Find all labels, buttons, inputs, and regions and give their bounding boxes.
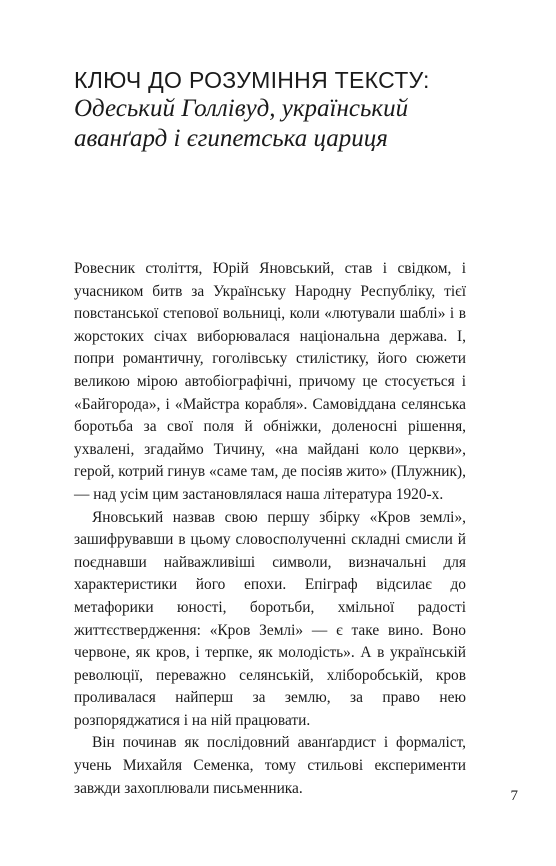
paragraph-3: Він починав як послідовний аванґардист і формаліст, учень Михайля Семенка, тому стильові експерименти завжди захоплювали письменника. <box>74 734 466 797</box>
body-text <box>74 258 466 800</box>
chapter-heading <box>74 66 474 154</box>
page-number: 7 <box>510 788 518 804</box>
paragraph-2: Яновський назвав свою першу збірку «Кров землі», зашифрувавши в цьому словосполученні складні смисли й поєднавши найважливіші символи, визначальні для характеристики його епохи. Епіграф відсилає до метафорики юності, боротьби, хмільної радості життєствердження: «Кров Землі» — є таке вино. Воно червоне, як кров, і терпке, як молодість». А в українській революції, переважно селянській, хліборобській, кров проливалася найперш за землю, за право нею розпоряджатися і на ній працювати. <box>74 508 466 729</box>
chapter-heading-subtitle-line-1: Одеський Голлівуд, український <box>74 95 409 122</box>
paragraph-1: Ровесник століття, Юрій Яновський, став і свідком, і учасником битв за Українську Народну Республіку, тієї повстанської степової вольниці, коли «лютували шаблі» і в жорстоких січах виборювалася національна держава. І, попри романтичну, гоголівську стилістику, його сюжети великою мірою автобіографічні, причому це стосується і «Байгорода», і «Майстра корабля». Самовіддана селянська боротьба за свої поля й обніжки, доленосні рішення, ухвалені, згадаймо Тичину, «на майдані коло церкви», герой, котрий гинув «саме там, де посіяв жито» (Плужник), — над усім цим застановлялася наша література 1920-х. <box>74 260 466 503</box>
chapter-heading-title: КЛЮЧ ДО РОЗУМІННЯ ТЕКСТУ: <box>74 67 430 93</box>
book-page <box>74 0 466 866</box>
chapter-heading-subtitle-line-2: аванґард і єгипетська цариця <box>74 125 388 152</box>
